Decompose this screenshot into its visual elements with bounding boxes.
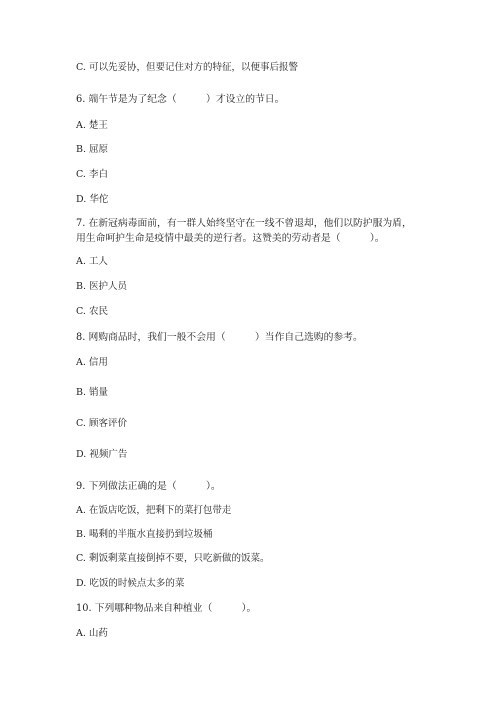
q8-option-d: D. 视频广告	[76, 449, 128, 460]
q9-option-a: A. 在饭店吃饭，把剩下的菜打包带走	[76, 505, 232, 516]
q9-option-c: C. 剩饭剩菜直接倒掉不要，只吃新做的饭菜。	[76, 553, 270, 564]
q7-option-b: B. 医护人员	[76, 281, 128, 292]
question-10: 10. 下列哪种物品来自种植业（ ）。	[76, 603, 257, 614]
q6-option-d: D. 华佗	[76, 194, 109, 205]
question-6: 6. 端午节是为了纪念（ ）才设立的节日。	[76, 94, 285, 105]
q8-option-c: C. 顾客评价	[76, 418, 127, 429]
q9-option-d: D. 吃饭的时候点太多的菜	[76, 578, 185, 589]
q8-option-b: B. 销量	[76, 387, 109, 398]
q6-option-b: B. 屈原	[76, 144, 109, 155]
q6-option-a: A. 楚王	[76, 120, 108, 131]
question-7-line-2: 用生命呵护生命是疫情中最美的逆行者。这赞美的劳动者是（ ）。	[76, 233, 385, 244]
question-8: 8. 网购商品时，我们一般不会用（ ）当作自己选购的参考。	[76, 332, 363, 343]
q9-option-b: B. 喝剩的半瓶水直接扔到垃圾桶	[76, 529, 213, 540]
question-7-line-1: 7. 在新冠病毒面前，有一群人始终坚守在一线不曾退却，他们以防护服为盾，	[76, 218, 412, 229]
q7-option-c: C. 农民	[76, 306, 108, 317]
q6-option-c: C. 李白	[76, 169, 108, 180]
q10-option-a: A. 山药	[76, 628, 108, 639]
q5-option-c: C. 可以先妥协，但要记住对方的特征，以便事后报警	[76, 62, 298, 73]
q7-option-a: A. 工人	[76, 256, 108, 267]
question-9: 9. 下列做法正确的是（ ）。	[76, 481, 221, 492]
q8-option-a: A. 信用	[76, 357, 108, 368]
